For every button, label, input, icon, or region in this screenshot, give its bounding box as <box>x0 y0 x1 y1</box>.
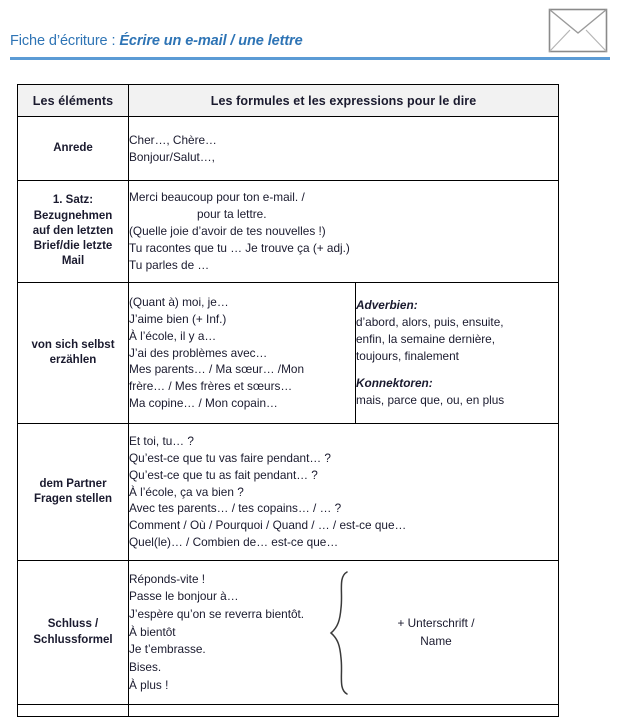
label-line: Fragen stellen <box>34 493 112 505</box>
table-body <box>18 117 559 717</box>
page-header <box>0 0 620 61</box>
content-line: Bonjour/Salut…, <box>129 149 215 164</box>
label-line: Bezugnehmen <box>33 209 113 222</box>
row-label-schluss <box>18 561 129 705</box>
curly-brace-icon <box>328 570 358 696</box>
signature-line: Name <box>420 633 452 648</box>
row-content-anrede <box>129 117 559 181</box>
row-label-erster-satz <box>18 181 129 283</box>
row-label-partial <box>18 705 129 717</box>
table-row <box>18 561 559 705</box>
title-divider-rule <box>10 57 610 60</box>
content-line: Mes parents… / Ma sœur… /Mon <box>129 362 305 377</box>
envelope-icon <box>548 8 608 53</box>
label-line: Brief/die letzte <box>33 240 113 253</box>
signature-note <box>361 615 511 649</box>
schluss-phrase-list <box>129 571 325 695</box>
side-line: enfin, la semaine dernière, <box>356 331 496 346</box>
content-line: Cher…, Chère… <box>129 132 217 147</box>
column-header-formulas: Les formules et les expressions pour le dire <box>129 85 559 117</box>
label-line: erzählen <box>49 354 97 366</box>
label-line: auf den letzten <box>32 224 114 237</box>
content-line: À l’école, ça va bien ? <box>129 484 244 499</box>
content-line: pour ta lettre. <box>197 207 267 222</box>
content-line: Bises. <box>129 660 162 675</box>
table-row <box>18 424 559 561</box>
content-line: Tu parles de … <box>129 257 210 272</box>
row-content-schluss <box>129 561 559 705</box>
row-content-partial <box>129 705 559 717</box>
label-line: von sich selbst <box>31 338 115 351</box>
side-line: d’abord, alors, puis, ensuite, <box>356 314 504 329</box>
side-line: mais, parce que, ou, en plus <box>356 393 505 408</box>
row-side-von-sich-selbst <box>356 283 559 424</box>
content-line: (Quelle joie d’avoir de tes nouvelles !) <box>129 224 326 239</box>
content-line: Réponds-vite ! <box>129 571 206 586</box>
content-line: Qu’est-ce que tu vas faire pendant… ? <box>129 450 331 465</box>
side-group-spacer <box>356 364 558 375</box>
side-group-heading-konnektoren: Konnektoren: <box>356 376 433 391</box>
content-line: Tu racontes que tu … Je trouve ça (+ adj.) <box>129 240 350 255</box>
content-line: Comment / Où / Pourquoi / Quand / … / est-ce que… <box>129 518 407 533</box>
page-title-emphasis: Écrire un e-mail / une lettre <box>119 33 303 49</box>
content-line: frère… / Mes frères et sœurs… <box>129 379 293 394</box>
side-line: toujours, finalement <box>356 348 459 363</box>
row-label-von-sich-selbst <box>18 283 129 424</box>
content-line: J’ai des problèmes avec… <box>129 345 268 360</box>
page-title-lead: Fiche d’écriture : <box>10 33 120 49</box>
label-line: Mail <box>61 255 85 268</box>
side-group-heading-adverbien: Adverbien: <box>356 297 418 312</box>
content-line: J’aime bien (+ Inf.) <box>129 311 227 326</box>
table-row <box>18 181 559 283</box>
label-line: Schlussformel <box>33 633 113 646</box>
content-line: À l’école, il y a… <box>129 328 217 343</box>
row-label-anrede: Anrede <box>18 117 129 181</box>
schluss-composite <box>129 568 558 698</box>
label-line: Schluss / <box>47 618 99 631</box>
table-header <box>18 85 559 117</box>
content-line: Quel(le)… / Combien de… est-ce que… <box>129 535 339 550</box>
content-line: J’espère qu’on se reverra bientôt. <box>129 606 305 621</box>
content-line: Merci beaucoup pour ton e-mail. / <box>129 190 305 205</box>
content-line: Qu’est-ce que tu as fait pendant… ? <box>129 467 318 482</box>
row-label-dem-partner-fragen-stellen <box>18 424 129 561</box>
content-line: À plus ! <box>129 677 169 692</box>
content-line: Avec tes parents… / tes copains… / … ? <box>129 501 342 516</box>
label-line: dem Partner <box>39 477 107 490</box>
table-row-partial <box>18 705 559 717</box>
table-row <box>18 117 559 181</box>
row-content-erster-satz <box>129 181 559 283</box>
content-line: Je t’embrasse. <box>129 642 206 657</box>
content-line: Passe le bonjour à… <box>129 589 239 604</box>
column-header-elements: Les éléments <box>18 85 129 117</box>
table-row <box>18 283 559 424</box>
page-title <box>10 33 303 49</box>
writing-sheet-table <box>17 84 559 717</box>
content-line: Ma copine… / Mon copain… <box>129 396 278 411</box>
brace-holder <box>325 570 361 696</box>
content-line: (Quant à) moi, je… <box>129 294 229 309</box>
content-line: Et toi, tu… ? <box>129 433 194 448</box>
table-header-row <box>18 85 559 117</box>
signature-line: + Unterschrift / <box>397 616 475 631</box>
content-line: À bientôt <box>129 624 176 639</box>
label-line: 1. Satz: <box>52 194 94 207</box>
row-content-dem-partner-fragen-stellen <box>129 424 559 561</box>
row-content-von-sich-selbst <box>129 283 356 424</box>
